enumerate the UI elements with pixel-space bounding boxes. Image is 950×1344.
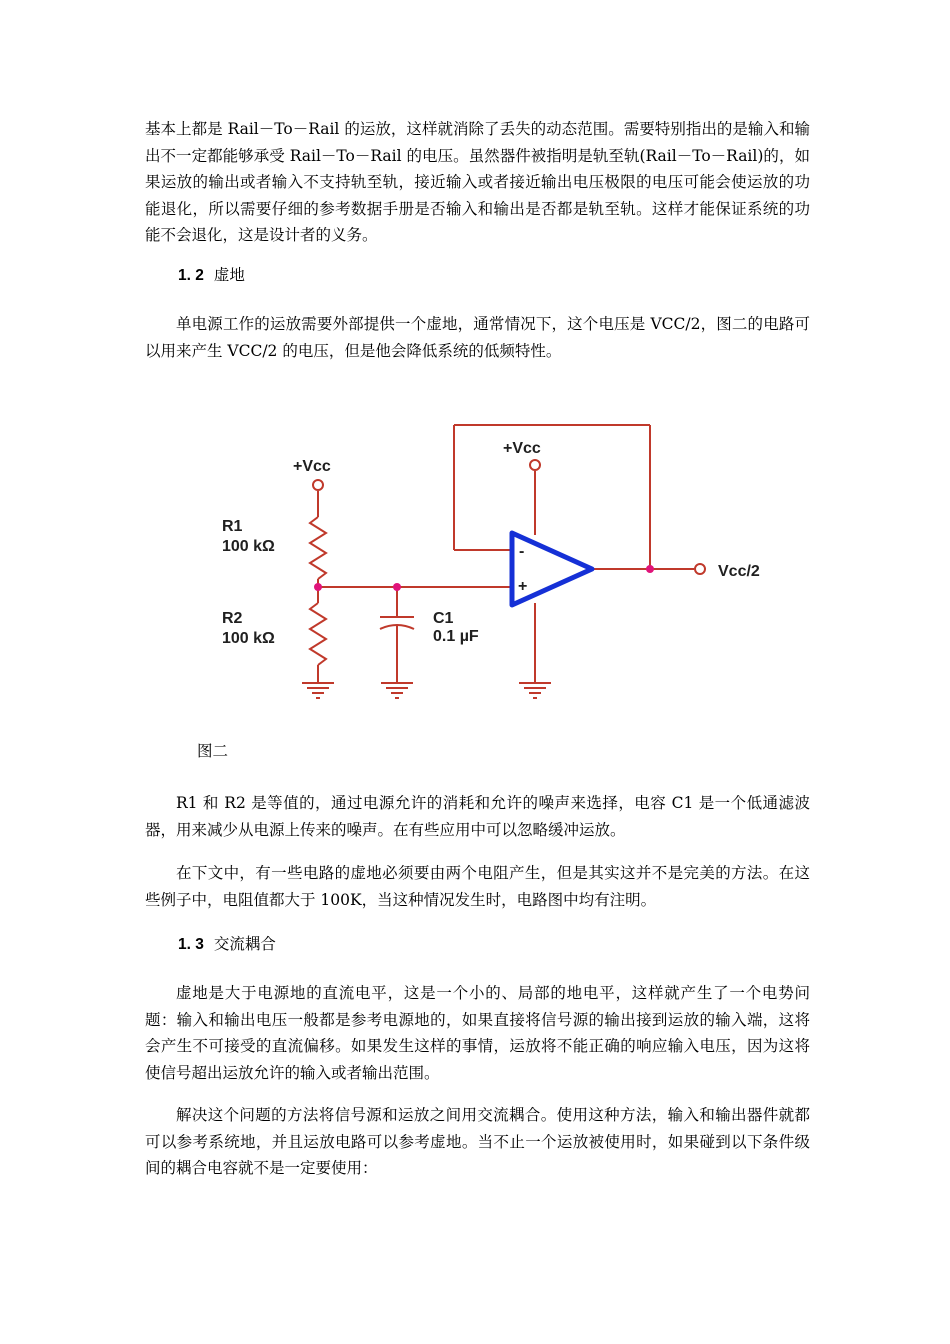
label-output-vcc2: Vcc/2 [718, 563, 760, 580]
section-title: 虚地 [213, 266, 245, 284]
label-r2-name: R2 [222, 610, 243, 627]
label-r2-value: 100 kΩ [222, 630, 275, 647]
output-terminal [695, 564, 705, 574]
paragraph-ac-coupling-solution: 解决这个问题的方法将信号源和运放之间用交流耦合。使用这种方法，输入和输出器件就都可以参考系统地，并且运放电路可以参考虚地。当不止一个运放被使用时，如果碰到以下条件级间的耦合电容就不是一定要使用： [145, 1106, 810, 1177]
junction-node-output [646, 565, 654, 573]
section-number: 1. 2 [178, 267, 204, 284]
label-vcc-opamp: +Vcc [503, 440, 541, 457]
vcc-terminal-left [313, 480, 323, 490]
figure-virtual-ground-circuit [200, 405, 800, 705]
paragraph-rail-to-rail: 基本上都是 Rail－To－Rail 的运放，这样就消除了丢失的动态范围。需要特别指出的是输入和输出不一定都能够承受 Rail－To－Rail 的电压。虽然器件被指明是轨至轨(Rail－To－Rail)的，如果运放的输出或者输入不支持轨至轨，接近输入或者接近输出电压极限的电压可能会使运放的功能退化，所以需要仔细的参考数据手册是否输入和输出是否都是轨至轨。这样才能保证系统的功能不会退化，这是设计者的义务。 [145, 120, 810, 244]
figure-caption: 图二 [197, 742, 229, 760]
ground-symbol-opamp [519, 683, 551, 698]
opamp-minus-sign: - [519, 543, 525, 560]
circuit-wires [310, 425, 694, 683]
label-c1-name: C1 [433, 610, 454, 627]
paragraph-virtual-ground-intro: 单电源工作的运放需要外部提供一个虚地，通常情况下，这个电压是 VCC/2，图二的电路可以用来产生 VCC/2 的电压，但是他会降低系统的低频特性。 [145, 315, 810, 360]
ground-symbol-c1 [381, 683, 413, 698]
section-title: 交流耦合 [213, 935, 276, 953]
junction-node-capacitor [393, 583, 401, 591]
ground-symbol-r2 [302, 683, 334, 698]
label-vcc-left: +Vcc [293, 458, 331, 475]
paragraph-resistor-virtual-ground: 在下文中，有一些电路的虚地必须要由两个电阻产生，但是其实这并不是完美的方法。在这些例子中，电阻值都大于 100K，当这种情况发生时，电路图中均有注明。 [145, 864, 810, 909]
paragraph-dc-offset-problem: 虚地是大于电源地的直流电平，这是一个小的、局部的地电平，这样就产生了一个电势问题：输入和输出电压一般都是参考电源地的，如果直接将信号源的输出接到运放的输入端，这将会产生不可接受的直流偏移。如果发生这样的事情，运放将不能正确的响应输入电压，因为这将使信号超出运放允许的输入或者输出范围。 [145, 984, 810, 1082]
opamp-plus-sign: + [518, 578, 528, 595]
section-number: 1. 3 [178, 936, 204, 953]
label-c1-value: 0.1 µF [433, 628, 479, 645]
junction-node-divider [314, 583, 322, 591]
paragraph-r1-r2-description: R1 和 R2 是等值的，通过电源允许的消耗和允许的噪声来选择，电容 C1 是一个低通滤波器，用来减少从电源上传来的噪声。在有些应用中可以忽略缓冲运放。 [145, 794, 810, 839]
label-r1-name: R1 [222, 518, 243, 535]
section-heading-1-2 [178, 262, 245, 289]
vcc-terminal-opamp [530, 460, 540, 470]
label-r1-value: 100 kΩ [222, 538, 275, 555]
section-heading-1-3 [178, 931, 276, 958]
